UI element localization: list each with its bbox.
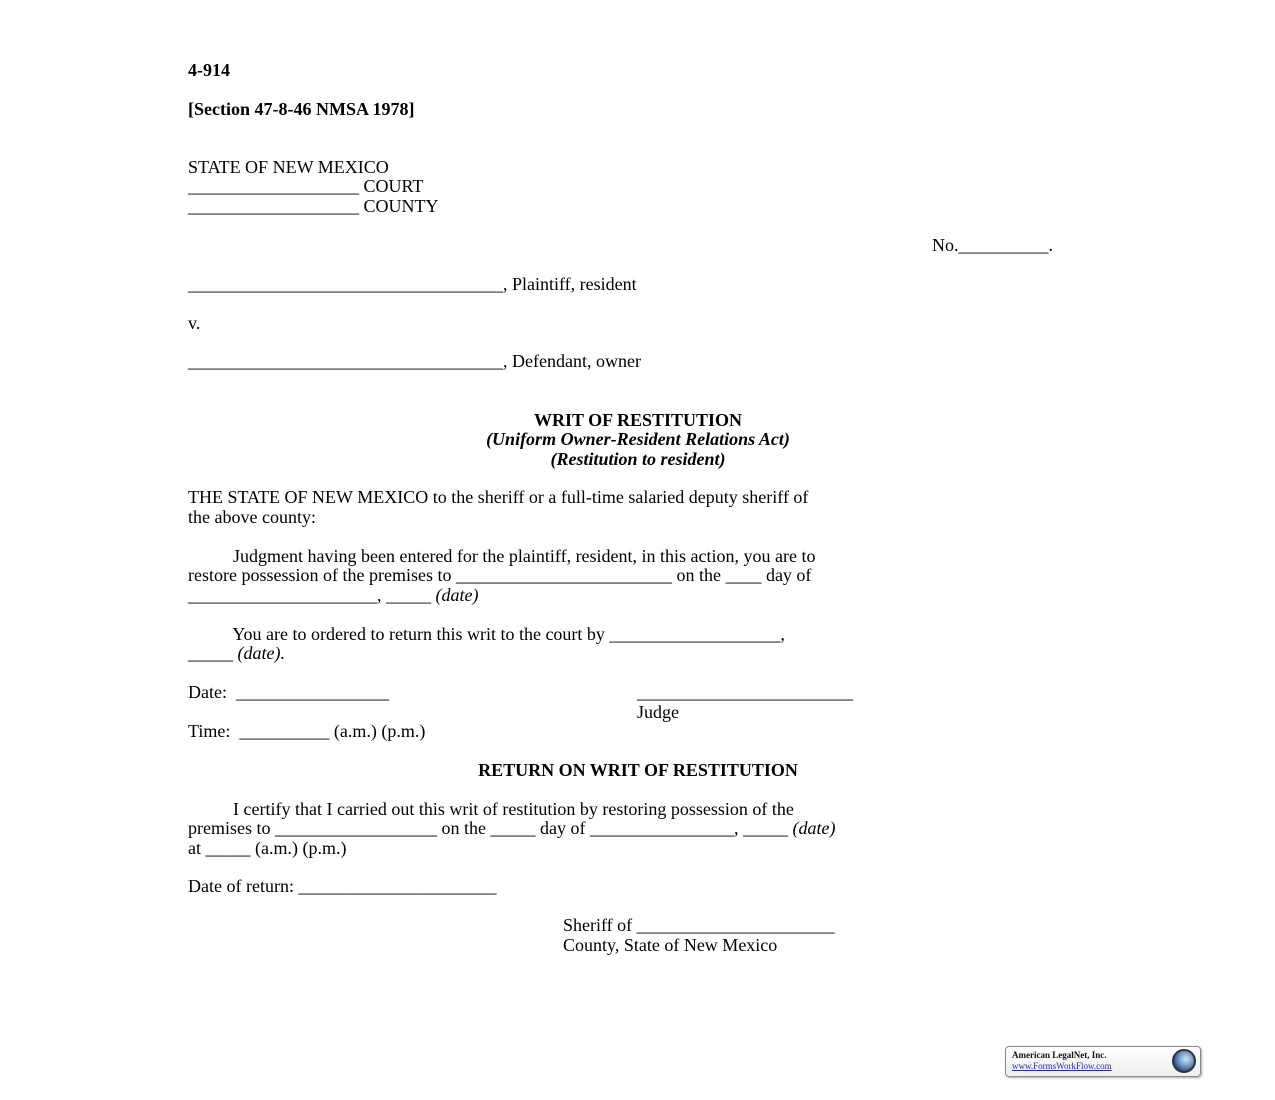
- certify-line-1: I certify that I carried out this writ of restitution by restoring possession of the: [188, 799, 794, 819]
- logo-url-link[interactable]: www.FormsWorkFlow.com: [1012, 1061, 1112, 1071]
- section-reference: [Section 47-8-46 NMSA 1978]: [188, 99, 415, 119]
- document-title: WRIT OF RESTITUTION: [533, 410, 743, 430]
- judge-label: Judge: [637, 702, 679, 722]
- certify-line-2[interactable]: [188, 818, 835, 838]
- return-year-blank[interactable]: _____: [188, 643, 238, 663]
- date-field[interactable]: Date: _________________: [188, 682, 389, 702]
- date-label: (date).: [237, 643, 285, 663]
- time-field[interactable]: Time: __________ (a.m.) (p.m.): [188, 721, 426, 741]
- logo-company-name: American LegalNet, Inc.: [1012, 1050, 1107, 1060]
- judgment-date-blanks[interactable]: _____________________, _____: [188, 585, 436, 605]
- judgment-line-2[interactable]: restore possession of the premises to ________________________ on the ____ day of: [188, 565, 812, 585]
- date-label: (date): [435, 585, 479, 605]
- date-label: (date): [792, 818, 836, 838]
- writ-address-line-1: THE STATE OF NEW MEXICO to the sheriff or a full-time salaried deputy sheriff of: [188, 487, 809, 507]
- judgment-line-1: Judgment having been entered for the plaintiff, resident, in this action, you are to: [188, 546, 816, 566]
- county-state-label: County, State of New Mexico: [563, 935, 778, 955]
- american-legalnet-logo[interactable]: [1005, 1046, 1201, 1077]
- certify-line-3[interactable]: at _____ (a.m.) (p.m.): [188, 838, 347, 858]
- return-heading: RETURN ON WRIT OF RESTITUTION: [478, 760, 798, 780]
- judgment-line-3[interactable]: [188, 585, 478, 605]
- plaintiff-field[interactable]: ___________________________________, Plaintiff, resident: [188, 274, 637, 294]
- form-number: 4-914: [188, 60, 230, 80]
- date-of-return-field[interactable]: Date of return: ______________________: [188, 876, 497, 896]
- sheriff-field[interactable]: Sheriff of ______________________: [563, 915, 835, 935]
- state-label: STATE OF NEW MEXICO: [188, 157, 389, 177]
- globe-icon: [1172, 1049, 1196, 1073]
- versus-label: v.: [188, 313, 201, 333]
- county-field[interactable]: ___________________ COUNTY: [188, 196, 439, 216]
- certify-blanks[interactable]: premises to __________________ on the _____ day of ________________, _____: [188, 818, 793, 838]
- case-number-field[interactable]: No.__________.: [932, 235, 1053, 255]
- defendant-field[interactable]: ___________________________________, Defendant, owner: [188, 351, 641, 371]
- document-subtitle-act: (Uniform Owner-Resident Relations Act): [486, 429, 790, 449]
- return-order-line-2[interactable]: [188, 643, 285, 663]
- writ-address-line-2: the above county:: [188, 507, 316, 527]
- court-field[interactable]: ___________________ COURT: [188, 176, 424, 196]
- judge-signature-field[interactable]: ________________________: [637, 682, 853, 702]
- return-order-line-1[interactable]: You are to ordered to return this writ to the court by ___________________,: [188, 624, 785, 644]
- document-subtitle-restitution: (Restitution to resident): [550, 449, 726, 469]
